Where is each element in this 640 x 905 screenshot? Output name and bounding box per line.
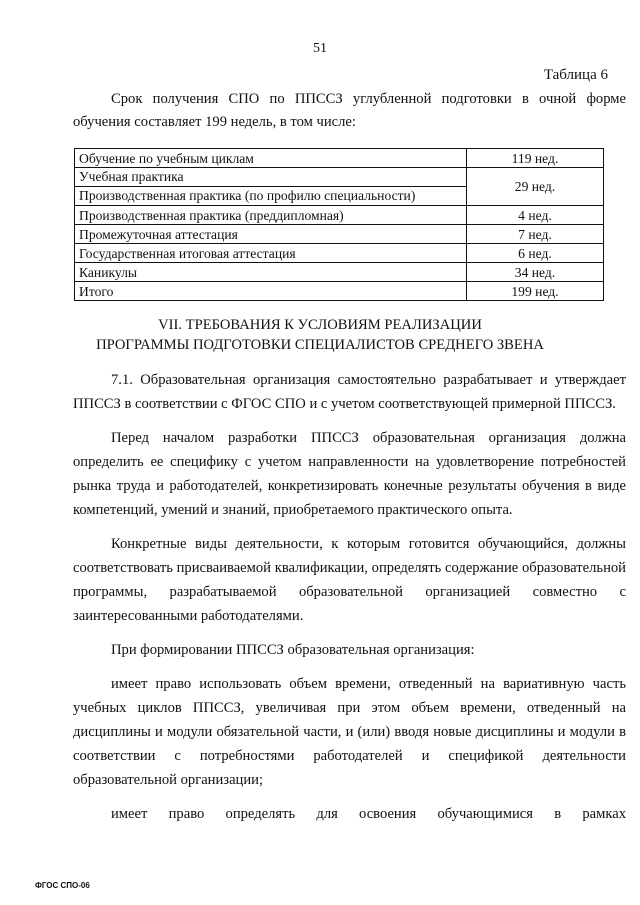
row-label: Обучение по учебным циклам [75,149,467,168]
paragraph: имеет право определять для освоения обучающимися в рамках [111,806,626,822]
table-row [75,225,604,244]
table-row [75,263,604,282]
row-value: 4 нед. [467,206,604,225]
row-label: Государственная итоговая аттестация [75,244,467,263]
row-label: Каникулы [75,263,467,282]
row-value: 119 нед. [467,149,604,168]
table-row [75,244,604,263]
paragraph: При формировании ППССЗ образовательная организация: [111,642,475,658]
table-label: Таблица 6 [543,67,608,83]
table-row [75,206,604,225]
row-value: 6 нед. [467,244,604,263]
row-label: Итого [75,282,467,301]
study-weeks-table [74,148,604,301]
page-number: 51 [313,41,327,56]
body-text [73,368,626,836]
paragraph: 7.1. Образовательная организация самостоятельно разрабатывает и утверждает ППССЗ в соответствии с ФГОС СПО и с учетом соответствующей примерной ППССЗ. [73,372,626,412]
section-title-line: ПРОГРАММЫ ПОДГОТОВКИ СПЕЦИАЛИСТОВ СРЕДНЕГО ЗВЕНА [96,337,544,353]
row-value: 34 нед. [467,263,604,282]
paragraph: Конкретные виды деятельности, к которым готовится обучающийся, должны соответствовать присваиваемой квалификации, определять содержание образовательной программы, разрабатываемой образовательной организацией совместно с заинтересованными работодателями. [73,536,626,624]
row-value: 199 нед. [467,282,604,301]
section-title [0,315,640,355]
table-row [75,168,604,206]
row-label-group [75,168,467,206]
table-row [75,282,604,301]
section-title-line: VII. ТРЕБОВАНИЯ К УСЛОВИЯМ РЕАЛИЗАЦИИ [158,317,482,333]
row-label: Производственная практика (по профилю специальности) [79,188,416,203]
paragraph: Перед началом разработки ППССЗ образовательная организация должна определить ее специфику с учетом направленности на удовлетворение потребностей рынка труда и работодателей, конкретизировать конечные результаты обучения в виде компетенций, умений и знаний, приобретаемого практического опыта. [73,430,626,518]
intro-paragraph: Срок получения СПО по ППССЗ углубленной подготовки в очной форме обучения составляет 199 недель, в том числе: [73,91,626,130]
footer-code: ФГОС СПО-06 [35,881,90,890]
row-value: 7 нед. [467,225,604,244]
table-row [75,149,604,168]
row-value: 29 нед. [467,168,604,206]
row-label: Учебная практика [75,168,466,187]
row-label: Промежуточная аттестация [75,225,467,244]
paragraph: имеет право использовать объем времени, отведенный на вариативную часть учебных циклов ППССЗ, увеличивая при этом объем времени, отведенный на дисциплины и модули обязательной части, и (или) вводя новые дисциплины и модули в соответствии с потребностями работодателей и спецификой деятельности образовательной организации; [73,676,626,788]
row-label: Производственная практика (преддипломная) [75,206,467,225]
